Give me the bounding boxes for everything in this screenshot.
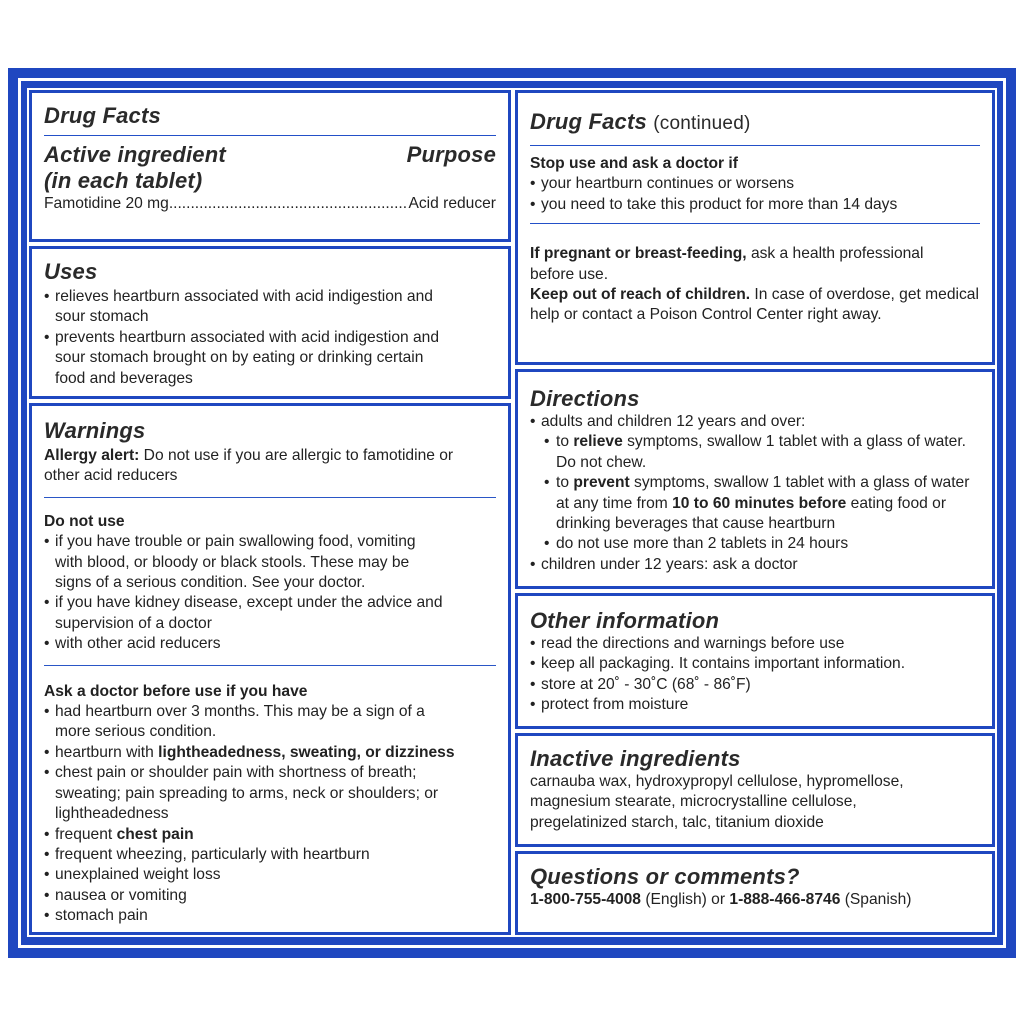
directions-list [530,412,980,432]
questions-box [515,851,995,935]
children-warning [530,285,980,326]
allergy-alert-label: Allergy alert: [44,447,140,464]
uses-box [29,246,511,399]
drug-facts-panel [8,68,1016,958]
other-information-list [530,634,980,716]
list-item: • relieves heartburn associated with acid indigestion and sour stomach [44,287,496,328]
warnings-title: Warnings [44,418,146,443]
phone-spanish[interactable]: 1-888-466-8746 [729,891,841,908]
ask-doctor-heading: Ask a doctor before use if you have [44,682,308,700]
list-item-emphasis: 10 to 60 minutes before [672,494,847,512]
list-item [44,743,496,763]
allergy-alert-text: Do not use if you are allergic to famotidine or other acid reducers [44,447,454,485]
active-ingredient-subheading: (in each tablet) [44,168,203,193]
inactive-ingredients-box [515,733,995,847]
list-item: • nausea or vomiting [44,886,496,906]
ask-doctor-list [44,702,496,926]
warnings-box [29,403,511,935]
ingredient-purpose: Acid reducer [408,195,496,212]
list-item: • protect from moisture [530,695,980,715]
list-item [530,432,980,473]
list-item: • chest pain or shoulder pain with shortness of breath; sweating; pain spreading to arms, neck or shoulders; or lightheadedness [44,763,496,824]
list-item: • read the directions and warnings before use [530,634,980,654]
list-item-text: frequent [55,825,117,843]
ingredient-row [44,194,496,214]
ingredient-name: Famotidine 20 mg [44,195,169,212]
phone-english-label: (English) or [640,891,730,908]
allergy-alert [44,446,496,487]
list-item: • you need to take this product for more than 14 days [530,195,980,215]
list-item: • unexplained weight loss [44,865,496,885]
inactive-ingredients-title: Inactive ingredients [530,746,741,771]
list-item: • if you have kidney disease, except under the advice and supervision of a doctor [44,593,496,634]
divider [530,145,980,146]
list-item: • had heartburn over 3 months. This may be a sign of a more serious condition. [44,702,496,743]
list-item: • frequent wheezing, particularly with heartburn [44,845,496,865]
pregnancy-label: If pregnant or breast-feeding, [530,245,747,263]
list-item: • prevents heartburn associated with acid indigestion and sour stomach brought on by eating or drinking certain food and beverages [44,328,496,389]
divider [44,665,496,666]
uses-title: Uses [44,259,98,284]
list-item [530,473,980,534]
other-information-box [515,593,995,729]
uses-list [44,287,496,389]
list-item-text: eating food or drinking beverages that cause heartburn [556,494,947,533]
divider [44,497,496,498]
divider [44,135,496,136]
list-item [44,825,496,845]
list-item: • if you have trouble or pain swallowing food, vomiting with blood, or bloody or black stools. These may be signs of a serious condition. See your doctor. [44,532,496,593]
drug-facts-title: Drug Facts [44,103,161,128]
pregnancy-warning [530,244,980,285]
do-not-use-heading: Do not use [44,512,125,530]
list-item: • keep all packaging. It contains important information. [530,654,980,674]
list-item: • your heartburn continues or worsens [530,174,980,194]
stop-use-list [530,174,980,215]
list-item: • adults and children 12 years and over: [530,412,980,432]
list-item-text: heartburn with [55,743,159,761]
directions-box [515,369,995,589]
list-item: • do not use more than 2 tablets in 24 hours [530,534,980,554]
drug-facts-box [29,90,511,242]
do-not-use-list [44,532,496,654]
purpose-heading: Purpose [406,142,496,167]
list-item-text: to [556,433,574,451]
directions-title: Directions [530,386,640,411]
phone-spanish-label: (Spanish) [840,891,912,908]
list-item-text: to [556,474,574,492]
list-item: • children under 12 years: ask a doctor [530,555,980,575]
directions-list-children [530,555,980,575]
stop-use-heading: Stop use and ask a doctor if [530,155,738,172]
children-text: In case of overdose, get medical help or contact a Poison Control Center right away. [530,286,979,324]
list-item-emphasis: chest pain [116,825,194,843]
list-item-emphasis: lightheadedness, sweating, or dizziness [158,743,455,761]
leader-dots [169,194,409,214]
list-item-text: symptoms, swallow 1 tablet with a glass of water at any time from [556,474,970,512]
children-label: Keep out of reach of children. [530,286,751,304]
list-item-emphasis: prevent [573,474,630,492]
list-item: • stomach pain [44,906,496,926]
list-item: • with other acid reducers [44,634,496,654]
active-ingredient-header [44,142,496,194]
drug-facts-continued-box [515,90,995,365]
continued-suffix: (continued) [653,113,751,134]
continued-title [530,109,980,137]
divider [530,223,980,224]
directions-sublist [530,432,980,554]
continued-title-main: Drug Facts [530,109,647,134]
inactive-ingredients-text: carnauba wax, hydroxypropyl cellulose, hypromellose, magnesium stearate, microcrystalline cellulose, pregelatinized starch, talc, titanium dioxide [530,773,904,831]
list-item-text: symptoms, swallow 1 tablet with a glass of water. Do not chew. [556,433,966,471]
list-item-emphasis: relieve [573,433,623,451]
questions-title: Questions or comments? [530,864,800,889]
other-information-title: Other information [530,608,720,633]
list-item: • store at 20˚ - 30˚C (68˚ - 86˚F) [530,675,980,695]
active-ingredient-heading: Active ingredient [44,142,226,167]
questions-phones [530,890,980,910]
pregnancy-text: ask a health professional before use. [530,245,924,283]
phone-english[interactable]: 1-800-755-4008 [530,891,641,908]
